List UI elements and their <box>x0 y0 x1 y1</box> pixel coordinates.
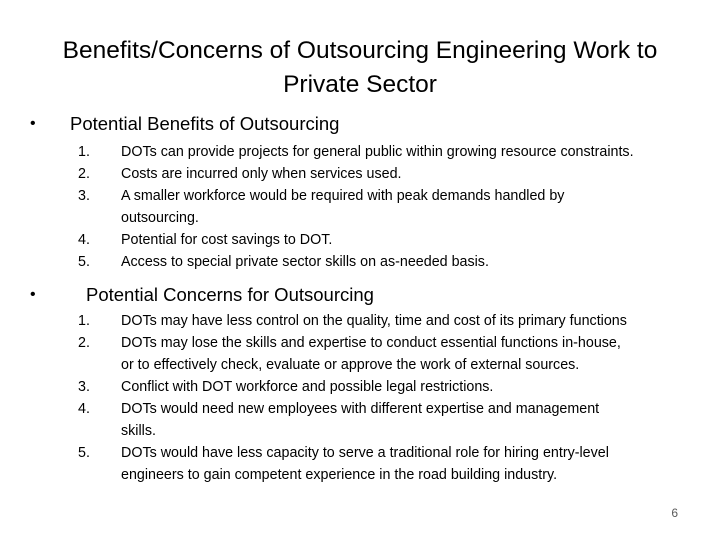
item-number: 1. <box>78 144 90 160</box>
slide-title-line-1: Benefits/Concerns of Outsourcing Engineering Work to <box>62 37 658 64</box>
item-text: Conflict with DOT workforce and possible legal restrictions. <box>121 379 494 395</box>
benefits-list <box>78 141 688 273</box>
item-text: DOTs may lose the skills and expertise to conduct essential functions in-house, or to effectively check, evaluate or approve the work of external sources. <box>121 335 621 373</box>
list-item <box>78 141 688 163</box>
item-number: 1. <box>78 313 90 329</box>
list-item <box>78 376 688 398</box>
item-text: DOTs would have less capacity to serve a traditional role for hiring entry-level engineers to gain competent experience in the road building industry. <box>121 445 609 483</box>
item-number: 5. <box>78 445 90 461</box>
item-text: DOTs may have less control on the quality, time and cost of its primary functions <box>121 313 627 329</box>
item-text: Costs are incurred only when services used. <box>121 166 402 182</box>
list-item <box>78 398 688 442</box>
list-item <box>78 442 688 486</box>
list-item <box>78 251 688 273</box>
list-item <box>78 310 688 332</box>
concerns-heading: Potential Concerns for Outsourcing <box>86 284 374 305</box>
item-text: Potential for cost savings to DOT. <box>121 232 333 248</box>
concerns-list <box>78 310 688 486</box>
list-item <box>78 163 688 185</box>
page-number: 6 <box>671 506 678 520</box>
bullet-concerns: • <box>30 286 36 303</box>
item-number: 3. <box>78 188 90 204</box>
benefits-heading: Potential Benefits of Outsourcing <box>70 113 340 134</box>
item-number: 3. <box>78 379 90 395</box>
item-text: Access to special private sector skills on as-needed basis. <box>121 254 489 270</box>
list-item <box>78 229 688 251</box>
list-item <box>78 185 688 229</box>
item-number: 2. <box>78 166 90 182</box>
item-text: DOTs would need new employees with different expertise and management skills. <box>121 401 600 439</box>
slide-title <box>40 34 680 102</box>
item-number: 2. <box>78 335 90 351</box>
item-number: 5. <box>78 254 90 270</box>
bullet-benefits: • <box>30 115 36 132</box>
list-item <box>78 332 688 376</box>
item-text: A smaller workforce would be required with peak demands handled by outsourcing. <box>121 188 565 226</box>
item-text: DOTs can provide projects for general public within growing resource constraints. <box>121 144 634 160</box>
item-number: 4. <box>78 232 90 248</box>
item-number: 4. <box>78 401 90 417</box>
slide-title-line-2: Private Sector <box>283 71 437 98</box>
